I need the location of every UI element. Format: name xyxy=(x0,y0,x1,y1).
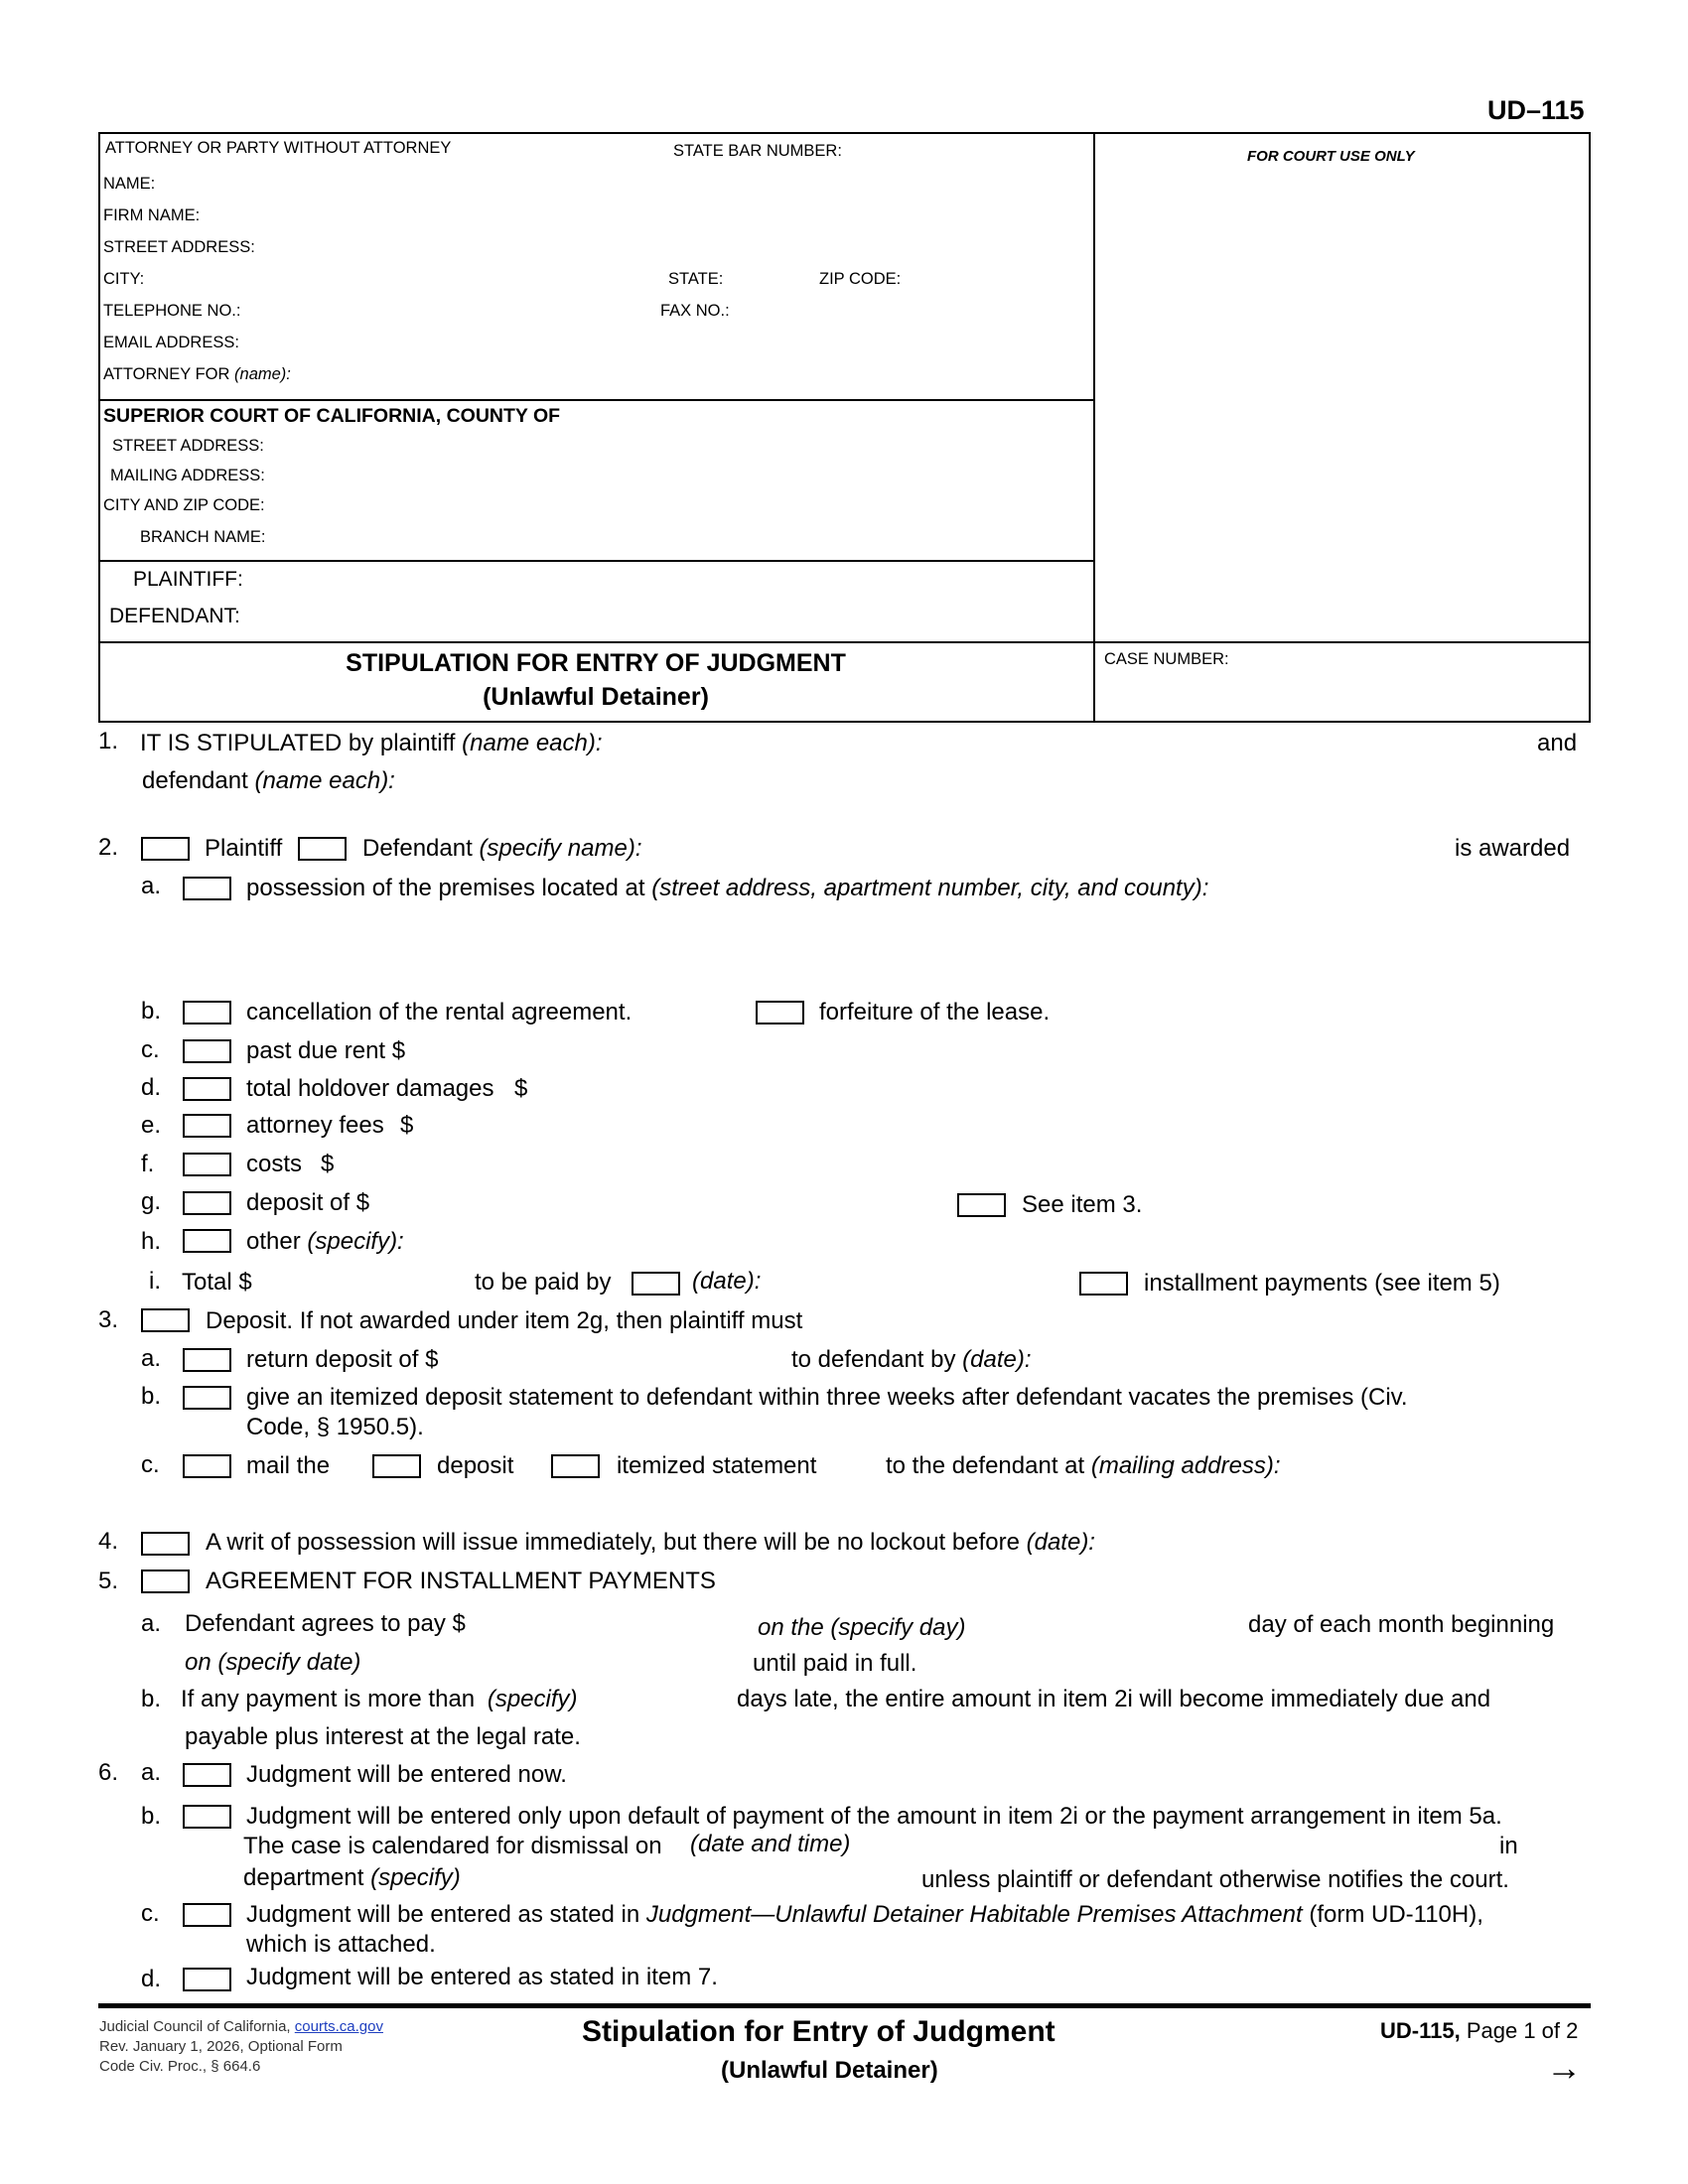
item3a-letter: a. xyxy=(141,1345,162,1372)
item2i-date-hint: (date): xyxy=(692,1268,762,1295)
item2b-letter: b. xyxy=(141,998,162,1024)
item6d-checkbox[interactable] xyxy=(183,1968,231,1991)
item6-number: 6. xyxy=(98,1759,119,1786)
item2b-text: cancellation of the rental agreement. xyxy=(246,999,633,1025)
item2b-forfeiture-checkbox[interactable] xyxy=(756,1001,804,1024)
item6b-checkbox[interactable] xyxy=(183,1805,231,1829)
item4-checkbox[interactable] xyxy=(141,1532,190,1556)
item6d-text: Judgment will be entered as stated in item 7. xyxy=(246,1964,718,1990)
street-address-label: STREET ADDRESS: xyxy=(103,238,255,256)
item2h-checkbox[interactable] xyxy=(183,1229,231,1253)
item2f-checkbox[interactable] xyxy=(183,1153,231,1176)
item2e-dollar: $ xyxy=(400,1112,414,1139)
item6c-checkbox[interactable] xyxy=(183,1903,231,1927)
item5a-until: until paid in full. xyxy=(753,1650,917,1677)
item3-checkbox[interactable] xyxy=(141,1308,190,1332)
item1-number: 1. xyxy=(98,728,119,754)
item4-text: A writ of possession will issue immediately, but there will be no lockout before (date): xyxy=(206,1529,1095,1556)
court-title: SUPERIOR COURT OF CALIFORNIA, COUNTY OF xyxy=(103,405,561,427)
item2h-letter: h. xyxy=(141,1228,162,1255)
item2a-checkbox[interactable] xyxy=(183,877,231,900)
item3a-to: to defendant by (date): xyxy=(791,1346,1032,1373)
item1-text: IT IS STIPULATED by plaintiff (name each): xyxy=(140,730,603,756)
header-top-border xyxy=(98,132,1591,134)
item3a-text: return deposit of $ xyxy=(246,1346,439,1373)
header-middle-border xyxy=(1093,132,1095,723)
city-label: CITY: xyxy=(103,270,145,288)
item6d-letter: d. xyxy=(141,1966,162,1992)
item3-number: 3. xyxy=(98,1306,119,1333)
item2a-text: possession of the premises located at (street address, apartment number, city, and county): xyxy=(246,875,1209,901)
item6a-checkbox[interactable] xyxy=(183,1763,231,1787)
item1-defendant: defendant (name each): xyxy=(142,767,395,794)
court-city-zip-label: CITY AND ZIP CODE: xyxy=(103,496,265,514)
item6a-letter: a. xyxy=(141,1759,162,1786)
form-id: UD–115 xyxy=(1487,95,1585,125)
case-number-label: CASE NUMBER: xyxy=(1104,650,1229,668)
item4-number: 4. xyxy=(98,1528,119,1555)
defendant-label: DEFENDANT: xyxy=(109,605,240,627)
form-subtitle: (Unlawful Detainer) xyxy=(483,683,709,711)
zip-label: ZIP CODE: xyxy=(819,270,902,288)
next-page-arrow-icon[interactable]: → xyxy=(1546,2047,1582,2088)
email-label: EMAIL ADDRESS: xyxy=(103,334,239,351)
footer-page-info: UD-115, Page 1 of 2 xyxy=(1380,2018,1579,2043)
item6b-letter: b. xyxy=(141,1803,162,1830)
item2c-text: past due rent $ xyxy=(246,1037,406,1064)
item3c-mail: mail the xyxy=(246,1452,331,1479)
item2-plaintiff-label: Plaintiff xyxy=(205,835,283,862)
court-branch-label: BRANCH NAME: xyxy=(140,528,266,546)
footer-title: Stipulation for Entry of Judgment xyxy=(582,2015,1055,2048)
item3-text: Deposit. If not awarded under item 2g, then plaintiff must xyxy=(206,1307,803,1334)
state-label: STATE: xyxy=(668,270,724,288)
attorney-party-label: ATTORNEY OR PARTY WITHOUT ATTORNEY xyxy=(105,139,452,157)
firm-name-label: FIRM NAME: xyxy=(103,206,201,224)
plaintiff-label: PLAINTIFF: xyxy=(133,568,243,591)
court-street-label: STREET ADDRESS: xyxy=(112,437,264,455)
item3b-letter: b. xyxy=(141,1383,162,1410)
item5a-letter: a. xyxy=(141,1610,162,1637)
item2i-date-checkbox[interactable] xyxy=(632,1272,680,1296)
header-bottom-border xyxy=(98,721,1591,723)
attorney-for-label: ATTORNEY FOR (name): xyxy=(103,365,291,383)
item1-and: and xyxy=(1537,730,1578,756)
item2d-dollar: $ xyxy=(514,1075,528,1102)
item2-number: 2. xyxy=(98,834,119,861)
item2g-see-item3-checkbox[interactable] xyxy=(957,1193,1006,1217)
name-label: NAME: xyxy=(103,175,156,193)
item6b-date-hint: (date and time) xyxy=(690,1831,851,1857)
item2i-paid-by: to be paid by xyxy=(475,1269,612,1296)
item5b-text: If any payment is more than (specify) xyxy=(181,1686,578,1712)
item3c-deposit-checkbox[interactable] xyxy=(372,1454,421,1478)
item3c-letter: c. xyxy=(141,1451,160,1478)
header-divider-court xyxy=(98,399,1095,401)
item5a-on-day: on the (specify day) xyxy=(758,1614,966,1641)
item3b-line2: Code, § 1950.5). xyxy=(246,1414,424,1440)
item2d-letter: d. xyxy=(141,1074,162,1101)
item3c-to: to the defendant at (mailing address): xyxy=(886,1452,1281,1479)
item2c-letter: c. xyxy=(141,1036,160,1063)
header-divider-parties xyxy=(98,560,1095,562)
item6b-line1: Judgment will be entered only upon default of payment of the amount in item 2i or the payment arrangement in item 5a. xyxy=(246,1803,1502,1830)
item2h-text: other (specify): xyxy=(246,1228,404,1255)
item2e-text: attorney fees xyxy=(246,1112,384,1139)
footer-revision: Rev. January 1, 2026, Optional Form xyxy=(99,2038,343,2055)
item5a-on-date: on (specify date) xyxy=(185,1649,361,1676)
item2i-letter: i. xyxy=(149,1268,161,1295)
item6a-text: Judgment will be entered now. xyxy=(246,1761,567,1788)
item5a-text: Defendant agrees to pay $ xyxy=(185,1610,466,1637)
item2e-checkbox[interactable] xyxy=(183,1114,231,1138)
item2-plaintiff-checkbox[interactable] xyxy=(141,837,190,861)
item2e-letter: e. xyxy=(141,1112,162,1139)
footer-courts-link[interactable]: courts.ca.gov xyxy=(294,2018,383,2035)
item2i-total: Total $ xyxy=(182,1269,252,1296)
item2-defendant-label: Defendant (specify name): xyxy=(362,835,642,862)
item6b-unless: unless plaintiff or defendant otherwise notifies the court. xyxy=(921,1866,1509,1893)
item5b-line2: payable plus interest at the legal rate. xyxy=(185,1723,581,1750)
item2f-letter: f. xyxy=(141,1151,155,1177)
item2b-checkbox[interactable] xyxy=(183,1001,231,1024)
item6c-text: Judgment will be entered as stated in Judgment—Unlawful Detainer Habitable Premises Attachment (form UD-110H), xyxy=(246,1901,1483,1928)
item2-defendant-checkbox[interactable] xyxy=(298,837,347,861)
item2i-installment: installment payments (see item 5) xyxy=(1144,1270,1500,1297)
header-divider-title xyxy=(98,641,1591,643)
court-mailing-label: MAILING ADDRESS: xyxy=(110,467,265,484)
item3c-itemized: itemized statement xyxy=(617,1452,817,1479)
item5b-days: days late, the entire amount in item 2i will become immediately due and xyxy=(737,1686,1491,1712)
footer-rule xyxy=(98,2003,1591,2008)
header-left-border xyxy=(98,132,100,723)
item3c-checkbox[interactable] xyxy=(183,1454,231,1478)
item6b-in: in xyxy=(1499,1833,1518,1859)
telephone-label: TELEPHONE NO.: xyxy=(103,302,241,320)
form-title: STIPULATION FOR ENTRY OF JUDGMENT xyxy=(346,649,846,677)
item3a-checkbox[interactable] xyxy=(183,1348,231,1372)
item2f-dollar: $ xyxy=(321,1151,335,1177)
item5-checkbox[interactable] xyxy=(141,1570,190,1593)
item5b-letter: b. xyxy=(141,1686,162,1712)
item3c-itemized-checkbox[interactable] xyxy=(551,1454,600,1478)
item3b-line1: give an itemized deposit statement to defendant within three weeks after defendant vacates the premises (Civ. xyxy=(246,1384,1408,1411)
item2c-checkbox[interactable] xyxy=(183,1039,231,1063)
item2g-letter: g. xyxy=(141,1188,162,1215)
item2i-installment-checkbox[interactable] xyxy=(1079,1272,1128,1296)
footer-code: Code Civ. Proc., § 664.6 xyxy=(99,2058,261,2075)
footer-subtitle: (Unlawful Detainer) xyxy=(721,2057,938,2084)
item2d-text: total holdover damages xyxy=(246,1075,494,1102)
item2b-forfeiture-text: forfeiture of the lease. xyxy=(819,999,1051,1025)
item5-number: 5. xyxy=(98,1568,119,1594)
footer-council: Judicial Council of California, courts.ca.gov xyxy=(99,2018,383,2035)
item2d-checkbox[interactable] xyxy=(183,1077,231,1101)
item3b-checkbox[interactable] xyxy=(183,1386,231,1410)
item2f-text: costs xyxy=(246,1151,303,1177)
item2g-see-item3: See item 3. xyxy=(1022,1191,1143,1218)
item2-awarded: is awarded xyxy=(1455,835,1571,862)
item6b-department: department (specify) xyxy=(243,1864,461,1891)
item2g-checkbox[interactable] xyxy=(183,1191,231,1215)
item6b-line2: The case is calendared for dismissal on xyxy=(243,1833,662,1859)
item5a-day: day of each month beginning xyxy=(1248,1611,1555,1638)
item6c-line2: which is attached. xyxy=(246,1931,436,1958)
item5-text: AGREEMENT FOR INSTALLMENT PAYMENTS xyxy=(206,1568,716,1594)
item6c-letter: c. xyxy=(141,1900,160,1927)
item3c-deposit: deposit xyxy=(437,1452,514,1479)
header-right-border xyxy=(1589,132,1591,723)
item2g-text: deposit of $ xyxy=(246,1189,370,1216)
court-use-label: FOR COURT USE ONLY xyxy=(1247,148,1415,165)
item2a-letter: a. xyxy=(141,873,162,899)
fax-label: FAX NO.: xyxy=(660,302,730,320)
state-bar-label: STATE BAR NUMBER: xyxy=(673,142,842,160)
